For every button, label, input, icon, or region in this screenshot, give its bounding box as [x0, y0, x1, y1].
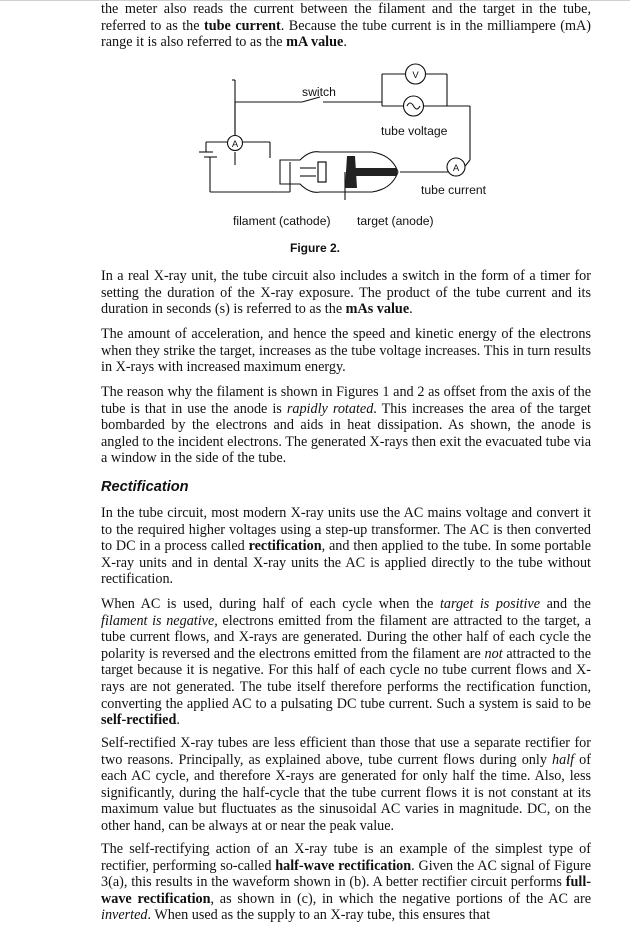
text-run: , electrons emitted from the filament are attracted to the target, a tube current flows, and X-rays are generated. During the other half of each cycle the polarity is reversed and the electrons emitted from the filament are: [101, 612, 591, 662]
paragraph-rectification-1: [101, 505, 591, 588]
text-run: and the: [540, 596, 591, 612]
paragraph-rectification-3: [101, 735, 591, 835]
text-run: , and then applied to the tube. In some portable X-ray units and in dental X-ray units the AC is applied directly to the tube without rectification.: [101, 538, 592, 588]
text-run: of each AC cycle, and therefore X-rays are generated for only half the time. Also, less significantly, during the half-cycle that the tube current flows it is not constant at its maximum value but fluctuates as the sinusoidal AC varies in magnitude. DC, on the other hand, can be always at or near the peak value.: [101, 751, 591, 834]
voltmeter-label: V: [412, 70, 419, 81]
text-run: The reason why the filament is shown in Figures 1 and 2 as offset from the axis of the tube is that in use the anode is: [101, 384, 591, 417]
text-run: rapidly rotated: [286, 400, 374, 417]
section-heading-rectification: Rectification: [101, 479, 189, 495]
text-run: In the tube circuit, most modern X-ray units use the AC mains voltage and convert it to the required higher voltages using a step-up transformer. The AC is then converted to DC in a process called: [101, 505, 591, 555]
text-run: . Given the AC signal of Figure 3(a), this results in the waveform shown in (b). A better rectifier circuit performs: [101, 857, 591, 891]
text-run: . When used as the supply to an X-ray tube, this ensures that: [147, 907, 491, 924]
text-run: tube current: [204, 17, 281, 34]
text-run: , as shown in (c), in which the negative portions of the AC are: [210, 890, 591, 907]
paragraph-filament-offset: [101, 384, 591, 467]
text-run: The self-rectifying action of an X-ray tube is an example of the simplest type of rectifier, performing so-called: [101, 841, 591, 874]
text-run: mAs value: [345, 301, 410, 318]
filament-block: [318, 162, 326, 182]
circuit-diagram: [0, 0, 630, 240]
label-filament: filament (cathode): [233, 214, 331, 228]
paragraph-rectification-4: [101, 841, 591, 924]
text-run: . This increases the area of the target bombarded by the electrons and aids in heat dissipation. As shown, the anode is angled to the incident electrons. The generated X-rays then exit the evacuated tube via a window in the side of the tube.: [101, 400, 591, 467]
text-run: the meter also reads the current between the filament and the target in the tube, referred to as the: [101, 1, 591, 34]
text-run: self-rectified: [101, 712, 177, 729]
text-run: mA value: [286, 34, 344, 51]
text-run: full-wave rectification: [101, 874, 591, 907]
text-run: The amount of acceleration, and hence the speed and kinetic energy of the electrons when they strike the target, increases as the tube voltage increases. This in turn results in X-rays with increased maximum energy.: [101, 326, 591, 376]
figure-caption: Figure 2.: [289, 241, 340, 255]
paragraph-timer: [101, 268, 591, 318]
text-run: target is positive: [439, 596, 541, 612]
label-target: target (anode): [357, 214, 434, 228]
label-tube-voltage: tube voltage: [381, 124, 448, 138]
text-run: attracted to the target because it is negative. For this half of each cycle no tube current flows and X-rays are not generated. The tube itself therefore performs the rectification function, converting the applied AC to a pulsating DC tube current. Such a system is said to be: [101, 645, 592, 712]
text-run: . Because the tube current is in the milliampere (mA) range it is also referred to as the: [101, 17, 591, 51]
anode-stem: [353, 168, 397, 176]
text-run: filament is negative: [101, 612, 215, 629]
text-run: .: [409, 301, 413, 318]
text-run: .: [343, 34, 347, 51]
paragraph-acceleration: [101, 326, 591, 376]
text-run: Self-rectified X-ray tubes are less efficient than those that use a separate rectifier for two reasons. Principally, as explained above, tube current flows during only: [101, 735, 591, 768]
ammeter-left-label: A: [231, 139, 239, 150]
text-run: not: [484, 645, 503, 662]
text-run: .: [176, 712, 180, 729]
text-run: In a real X-ray unit, the tube circuit also includes a switch in the form of a timer for setting the duration of the X-ray exposure. The product of the tube current and its duration in seconds (s) is referred to as the: [101, 268, 591, 318]
label-tube-current: tube current: [421, 183, 487, 197]
text-run: rectification: [248, 538, 322, 555]
text-run: half-wave rectification: [275, 857, 412, 874]
paragraph-rectification-2: [101, 596, 591, 729]
text-run: half: [552, 751, 575, 768]
label-switch: switch: [302, 85, 336, 99]
text-run: inverted: [101, 907, 148, 924]
text-run: When AC is used, during half of each cycle when the: [101, 596, 440, 612]
ammeter-right-label: A: [452, 163, 460, 174]
anode-disc: [345, 156, 357, 188]
